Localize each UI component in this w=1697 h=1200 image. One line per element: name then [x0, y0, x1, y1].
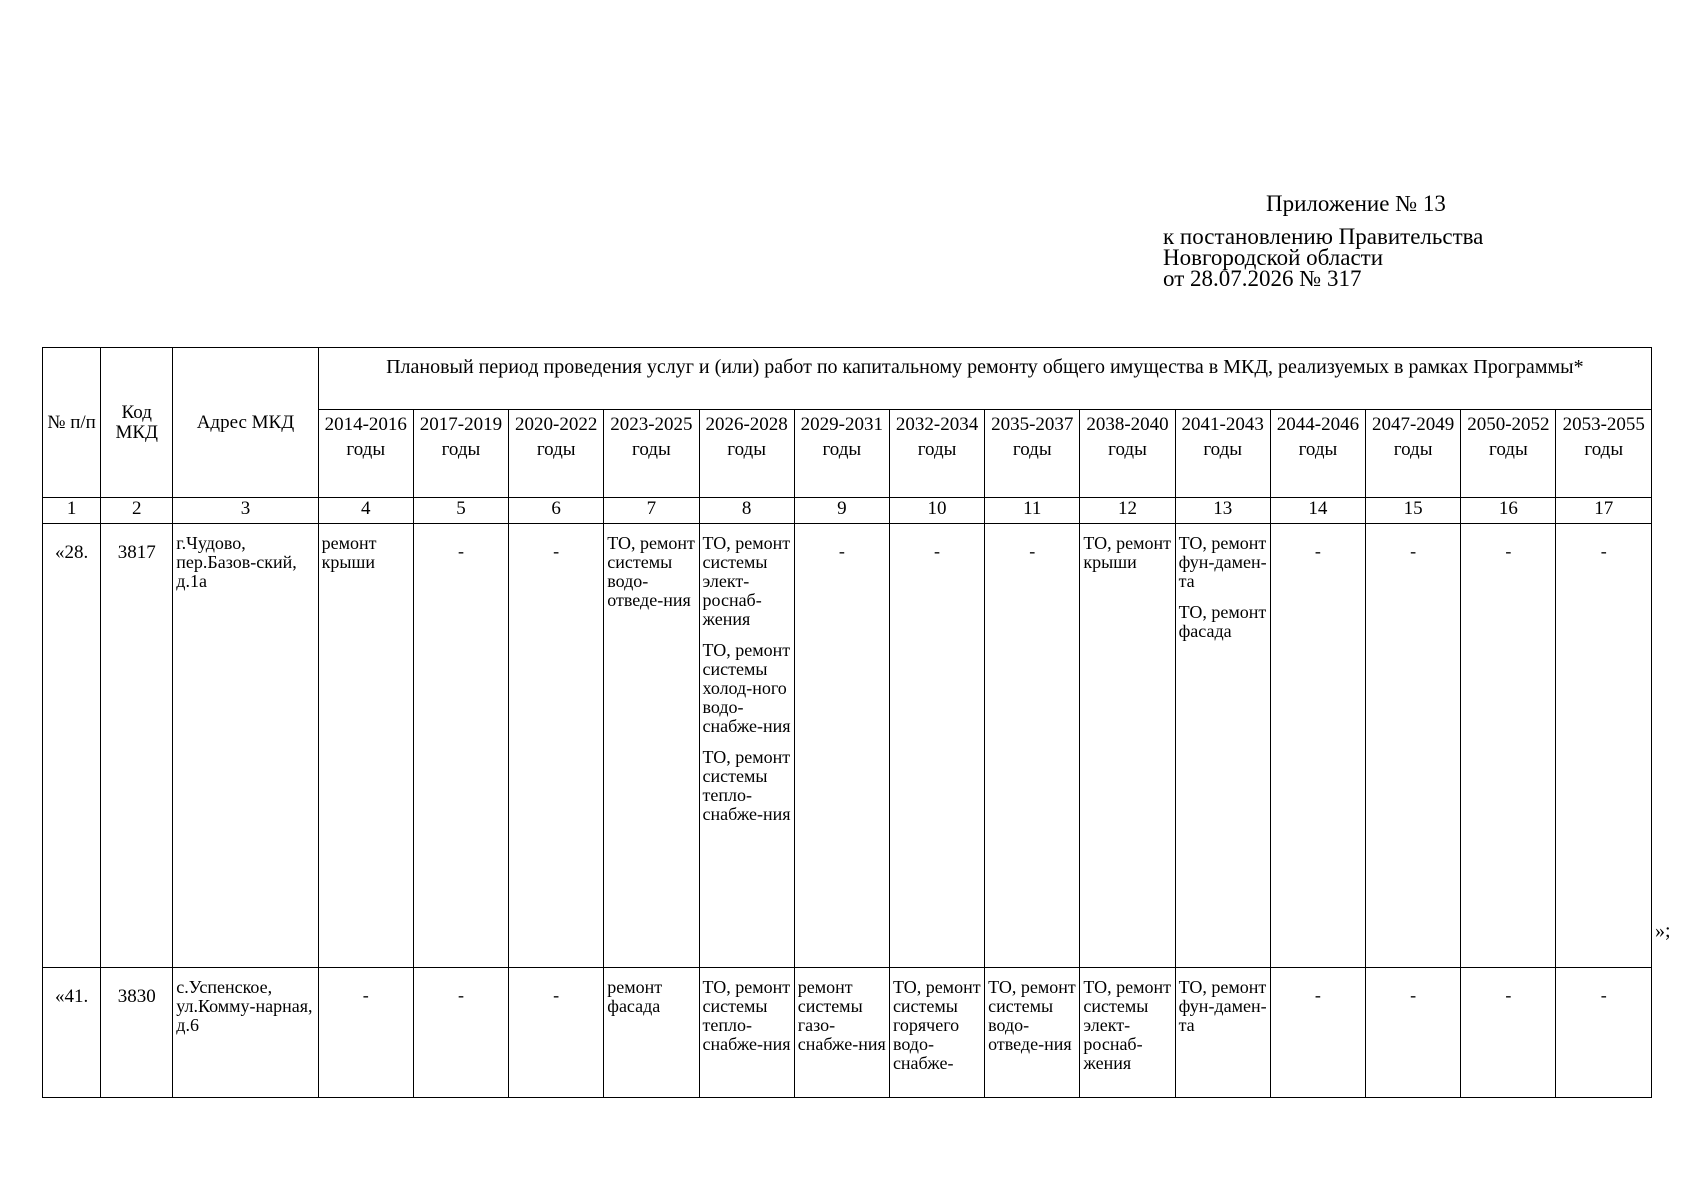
work-cell	[1270, 524, 1365, 968]
column-number: 10	[889, 498, 984, 524]
column-number: 17	[1556, 498, 1652, 524]
work-item: -	[838, 541, 845, 561]
header-year: 2014-2016 годы	[318, 410, 413, 498]
work-item: -	[1314, 541, 1321, 561]
work-item: -	[1600, 541, 1607, 561]
work-cell	[794, 968, 889, 1098]
appendix-line-2: Новгородской области	[1163, 245, 1384, 270]
work-item: ТО, ремонт системы элект-роснаб-жения	[1083, 977, 1172, 1073]
column-number: 9	[794, 498, 889, 524]
work-cell	[509, 968, 604, 1098]
work-item: ТО, ремонт системы холод-ного водо-снабже-ния	[702, 640, 791, 736]
mkd-code: 3830	[101, 968, 173, 1098]
work-cell	[1366, 968, 1461, 1098]
appendix-header	[1163, 190, 1663, 289]
header-address: Адрес МКД	[173, 348, 318, 498]
work-item: ТО, ремонт системы водо-отведе-ния	[607, 533, 695, 610]
row-number: «41.	[43, 968, 101, 1098]
column-number: 8	[699, 498, 794, 524]
work-cell	[1080, 524, 1175, 968]
work-item: ремонт фасада	[607, 977, 663, 1016]
header-period: Плановый период проведения услуг и (или) работ по капитальному ремонту общего имущества в МКД, реализуемых в рамках Программы*	[318, 348, 1651, 410]
appendix-line-3: от 28.07.2026 № 317	[1163, 266, 1362, 291]
column-number: 11	[985, 498, 1080, 524]
work-cell	[1556, 524, 1652, 968]
column-number: 3	[173, 498, 318, 524]
work-item: -	[553, 985, 560, 1005]
work-cell	[1461, 968, 1556, 1098]
header-num: № п/п	[43, 348, 101, 498]
work-item: ТО, ремонт крыши	[1083, 533, 1172, 572]
work-cell	[413, 968, 508, 1098]
work-cell	[1556, 968, 1652, 1098]
mkd-address	[173, 968, 318, 1098]
work-item: ТО, ремонт системы водо-отведе-ния	[988, 977, 1076, 1054]
header-year: 2044-2046 годы	[1270, 410, 1365, 498]
column-number: 12	[1080, 498, 1175, 524]
header-year: 2035-2037 годы	[985, 410, 1080, 498]
row-number: «28.	[43, 524, 101, 968]
header-year: 2050-2052 годы	[1461, 410, 1556, 498]
work-cell	[1175, 968, 1270, 1098]
work-cell	[1366, 524, 1461, 968]
header-year: 2041-2043 годы	[1175, 410, 1270, 498]
appendix-title: Приложение № 13	[1266, 191, 1446, 216]
column-number: 13	[1175, 498, 1270, 524]
work-item: ТО, ремонт фун-дамен-та	[1178, 533, 1267, 591]
header-year: 2029-2031 годы	[794, 410, 889, 498]
work-cell	[889, 968, 984, 1098]
column-number: 15	[1366, 498, 1461, 524]
table-row	[43, 524, 1652, 968]
work-item: -	[1600, 985, 1607, 1005]
work-cell	[413, 524, 508, 968]
work-item: -	[553, 541, 560, 561]
column-number: 2	[101, 498, 173, 524]
header-year: 2017-2019 годы	[413, 410, 508, 498]
column-number: 1	[43, 498, 101, 524]
column-number: 6	[509, 498, 604, 524]
work-cell	[985, 968, 1080, 1098]
work-item: -	[457, 985, 464, 1005]
appendix-line-1: к постановлению Правительства	[1163, 224, 1484, 249]
work-item: ремонт системы газо-снабже-ния	[797, 977, 886, 1054]
mkd-address	[173, 524, 318, 968]
work-cell	[1270, 968, 1365, 1098]
work-item: ТО, ремонт системы тепло-снабже-ния	[702, 977, 791, 1054]
header-year: 2026-2028 годы	[699, 410, 794, 498]
work-item: -	[362, 985, 369, 1005]
work-cell	[509, 524, 604, 968]
column-number: 7	[604, 498, 699, 524]
work-item: ТО, ремонт системы горячего водо-снабже-	[892, 977, 981, 1073]
work-item: ТО, ремонт системы элект-роснаб-жения	[702, 533, 791, 629]
work-item: -	[1029, 541, 1036, 561]
work-cell	[985, 524, 1080, 968]
header-year: 2023-2025 годы	[604, 410, 699, 498]
work-item: ТО, ремонт фун-дамен-та	[1178, 977, 1267, 1035]
work-cell	[1175, 524, 1270, 968]
work-item: ТО, ремонт фасада	[1178, 602, 1267, 641]
column-number: 4	[318, 498, 413, 524]
work-item: -	[1505, 541, 1512, 561]
header-year: 2053-2055 годы	[1556, 410, 1652, 498]
address-text: с.Успенское, ул.Комму-нарная, д.6	[176, 977, 313, 1035]
work-cell	[318, 968, 413, 1098]
mkd-code: 3817	[101, 524, 173, 968]
work-item: -	[934, 541, 941, 561]
work-item: -	[1505, 985, 1512, 1005]
work-cell	[604, 524, 699, 968]
work-cell	[604, 968, 699, 1098]
header-year: 2032-2034 годы	[889, 410, 984, 498]
repair-plan-table	[42, 347, 1652, 1098]
work-cell	[318, 524, 413, 968]
work-cell	[1080, 968, 1175, 1098]
work-cell	[699, 968, 794, 1098]
header-year: 2020-2022 годы	[509, 410, 604, 498]
address-text: г.Чудово, пер.Базов-ский, д.1а	[176, 533, 297, 591]
table-row	[43, 968, 1652, 1098]
work-cell	[794, 524, 889, 968]
row-end-mark: »;	[1655, 920, 1671, 942]
work-cell	[699, 524, 794, 968]
work-cell	[1461, 524, 1556, 968]
header-code: Код МКД	[101, 348, 173, 498]
work-cell	[889, 524, 984, 968]
work-item: -	[1410, 541, 1417, 561]
column-number: 16	[1461, 498, 1556, 524]
work-item: ТО, ремонт системы тепло-снабже-ния	[702, 747, 791, 824]
work-item: -	[1314, 985, 1321, 1005]
header-year: 2038-2040 годы	[1080, 410, 1175, 498]
work-item: -	[457, 541, 464, 561]
work-item: -	[1410, 985, 1417, 1005]
column-number: 14	[1270, 498, 1365, 524]
header-year: 2047-2049 годы	[1366, 410, 1461, 498]
column-number: 5	[413, 498, 508, 524]
work-item: ремонт крыши	[321, 533, 377, 572]
